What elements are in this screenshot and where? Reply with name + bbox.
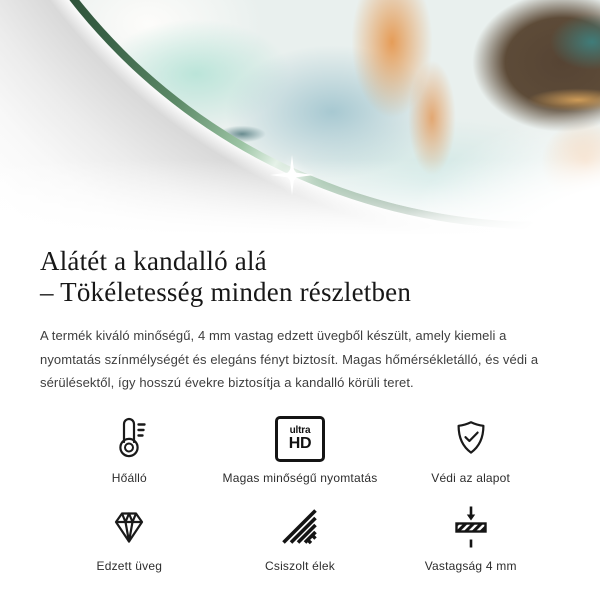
feature-label: Csiszolt élek (265, 558, 335, 573)
ultra-hd-badge-icon (275, 417, 325, 461)
feature-grid (44, 417, 556, 573)
feature-thickness (385, 505, 556, 573)
product-copy (0, 246, 600, 573)
feature-polished-edges (215, 505, 386, 573)
feature-protects-base (385, 417, 556, 485)
hd-text: HD (288, 434, 312, 452)
product-photo (0, 0, 600, 235)
feature-tempered-glass (44, 505, 215, 573)
polished-edges-icon (280, 505, 320, 549)
feature-label: Hőálló (111, 470, 147, 485)
title-line-1: Alátét a kandalló alá (40, 246, 267, 276)
thermometer-icon (109, 417, 149, 461)
ultra-text: ultra (289, 424, 311, 436)
thickness-compress-icon (451, 505, 491, 549)
sparkle-glint-icon (262, 145, 322, 205)
title-line-2: – Tökéletesség minden részletben (40, 277, 412, 307)
feature-label: Magas minőségű nyomtatás (222, 470, 378, 485)
page-title (40, 246, 560, 308)
diamond-icon (109, 505, 149, 549)
product-description: A termék kiváló minőségű, 4 mm vastag edzett üvegből készült, amely kiemeli a nyomtatás színmélységét és elegáns fényt biztosít. Magas hőmérsékletálló, és védi a sérülésektől, így hosszú évekre biztosítja a kandalló körüli teret. (40, 328, 539, 390)
feature-heat-resistant (44, 417, 215, 485)
feature-hd-print (215, 417, 386, 485)
feature-label: Edzett üveg (96, 558, 163, 573)
feature-label: Vastagság 4 mm (424, 558, 517, 573)
feature-label: Védi az alapot (431, 470, 511, 485)
shield-check-icon (451, 417, 491, 461)
